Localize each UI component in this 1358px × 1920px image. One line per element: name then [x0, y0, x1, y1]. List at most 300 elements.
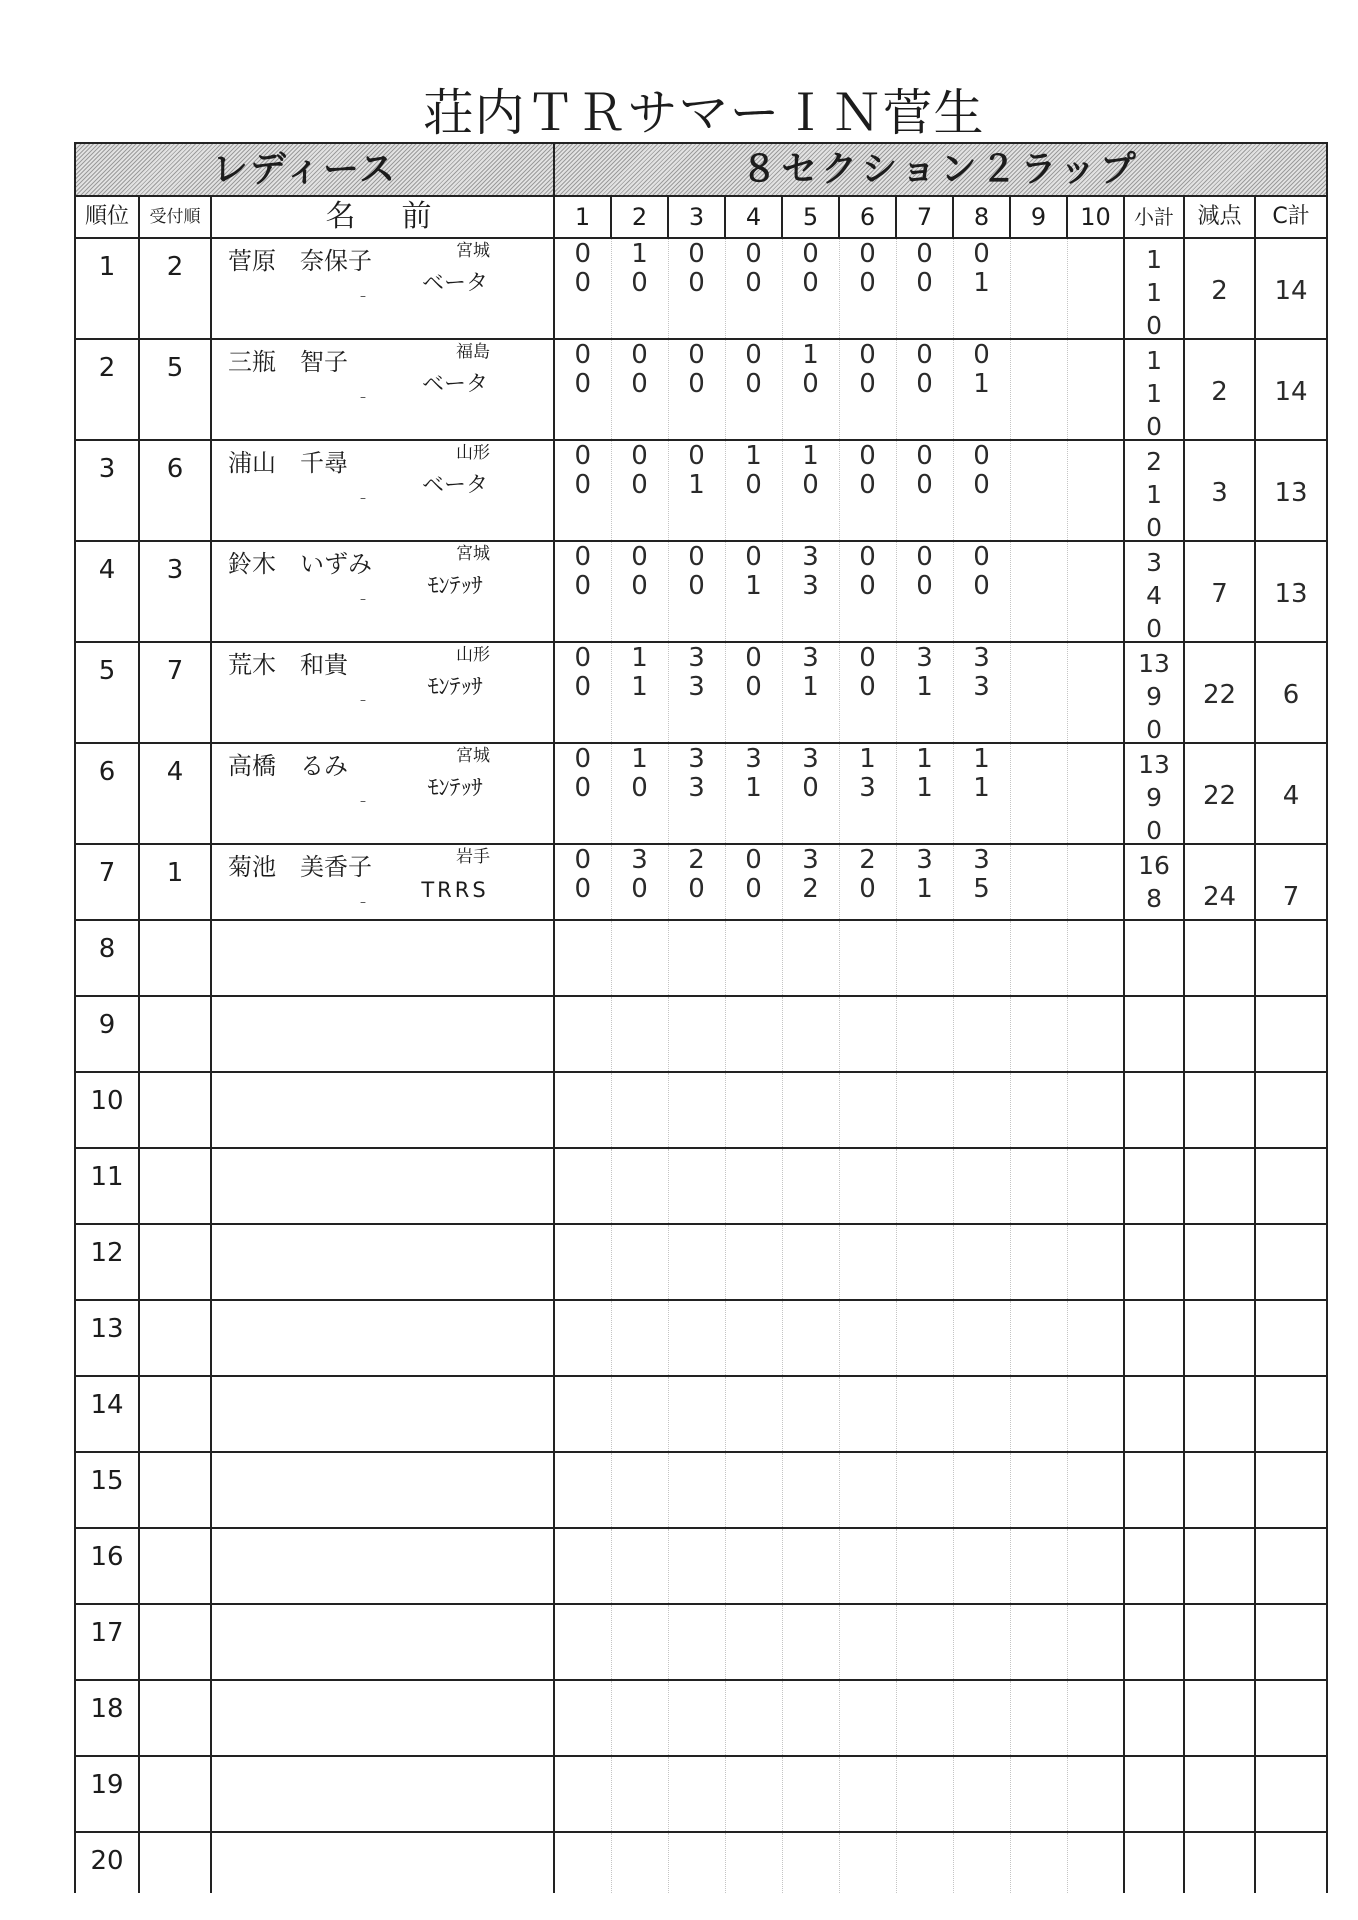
deduction-cell [1184, 996, 1255, 1072]
rider-machine: TRRS [421, 878, 489, 902]
rank-value: 12 [90, 1238, 124, 1268]
lap2-score: 0 [688, 268, 705, 298]
section-3-cell [668, 541, 725, 642]
section-5-cell [782, 1756, 839, 1832]
rank-value: 6 [98, 757, 116, 787]
section-1-cell [554, 1832, 611, 1893]
rider-region: 宮城 [456, 746, 490, 766]
entry-value: 7 [166, 656, 184, 686]
deduction-cell [1184, 1072, 1255, 1148]
lap1-score: 0 [688, 542, 705, 572]
section-header-10: 10 [1067, 196, 1124, 238]
section-2-cell [611, 238, 668, 339]
section-9-cell [1010, 1604, 1067, 1680]
lap2-score: 1 [745, 571, 762, 601]
section-2-cell [611, 743, 668, 844]
section-6-cell [839, 1148, 896, 1224]
empty-row [75, 1528, 1327, 1604]
subtotal-cell [1124, 1604, 1184, 1680]
subtotal-cell [1124, 1300, 1184, 1376]
entry-cell [139, 440, 211, 541]
subtotal-cell [1124, 1528, 1184, 1604]
section-6-cell [839, 541, 896, 642]
rider-region: 山形 [456, 645, 490, 665]
clean-value: 13 [1274, 478, 1308, 508]
lap2-score: 0 [859, 268, 876, 298]
section-5-cell [782, 1376, 839, 1452]
section-8-cell [953, 996, 1010, 1072]
rider-machine: ベータ [421, 372, 488, 397]
rank-value: 4 [98, 555, 116, 585]
section-6-cell [839, 996, 896, 1072]
deduction-value: 7 [1211, 579, 1228, 609]
rank-value: 5 [98, 656, 116, 686]
lap1-score: 0 [859, 340, 876, 370]
lap2-score: 5 [973, 874, 990, 904]
clean-value: 7 [1282, 882, 1300, 912]
section-1-cell [554, 238, 611, 339]
section-4-cell [725, 642, 782, 743]
empty-row [75, 1376, 1327, 1452]
section-9-cell [1010, 642, 1067, 743]
lap2-score: 3 [859, 773, 876, 803]
section-4-cell [725, 1832, 782, 1893]
subtotal-cell [1124, 238, 1184, 339]
clean-cell [1255, 238, 1327, 339]
lap2-score: 0 [802, 470, 819, 500]
class-label: レディース [211, 148, 398, 190]
subtotal-cell [1124, 339, 1184, 440]
lap1-score: 0 [631, 340, 648, 370]
lap2-score: 0 [574, 874, 592, 904]
name-cell [211, 1452, 554, 1528]
lap1-score: 1 [631, 643, 648, 673]
section-5-cell [782, 440, 839, 541]
rider-machine: ﾓﾝﾃｯｻ [427, 574, 483, 599]
deduction-cell [1184, 1300, 1255, 1376]
section-7-cell [896, 1528, 953, 1604]
subtotal-line: 0 [1146, 816, 1162, 845]
section-10-cell [1067, 541, 1124, 642]
section-10-cell [1067, 1528, 1124, 1604]
results-body [75, 238, 1327, 1893]
rank-cell [75, 1756, 139, 1832]
section-9-cell [1010, 743, 1067, 844]
subtotal-cell [1124, 1832, 1184, 1893]
section-5-cell [782, 339, 839, 440]
rank-cell [75, 541, 139, 642]
event-title: 荘内ＴＲサマーＩＮ菅生 [423, 84, 985, 142]
section-3-cell [668, 1604, 725, 1680]
clean-cell [1255, 1452, 1327, 1528]
rank-value: 20 [90, 1846, 124, 1876]
section-9-cell [1010, 440, 1067, 541]
section-3-cell [668, 1832, 725, 1893]
rank-cell [75, 1832, 139, 1893]
name-cell [211, 339, 554, 440]
result-row [75, 339, 1327, 440]
section-9-cell [1010, 1452, 1067, 1528]
section-4-cell [725, 1604, 782, 1680]
section-3-cell [668, 1072, 725, 1148]
entry-cell [139, 238, 211, 339]
lap1-score: 1 [631, 744, 648, 774]
section-10-cell [1067, 339, 1124, 440]
lap1-score: 0 [916, 340, 933, 370]
section-6-cell [839, 1680, 896, 1756]
deduction-header: 減点 [1184, 196, 1255, 238]
section-2-cell [611, 541, 668, 642]
lap1-score: 2 [859, 845, 876, 875]
lap2-score: 0 [973, 571, 990, 601]
lap1-score: 3 [802, 845, 819, 875]
lap1-score: 0 [574, 845, 592, 875]
rank-cell [75, 920, 139, 996]
lap1-score: 3 [916, 643, 933, 673]
subtotal-line: 16 [1138, 851, 1170, 880]
section-4-cell [725, 1224, 782, 1300]
name-cell [211, 1756, 554, 1832]
rank-cell [75, 1452, 139, 1528]
subtotal-cell [1124, 920, 1184, 996]
lap1-score: 3 [688, 744, 705, 774]
lap2-score: 0 [745, 470, 762, 500]
clean-cell [1255, 1604, 1327, 1680]
lap1-score: 0 [745, 239, 762, 269]
lap2-score: 0 [574, 672, 592, 702]
deduction-cell [1184, 1224, 1255, 1300]
name-mark: – [360, 390, 366, 404]
lap2-score: 0 [631, 369, 648, 399]
section-7-cell [896, 1680, 953, 1756]
section-2-cell [611, 1756, 668, 1832]
lap2-score: 0 [631, 571, 648, 601]
subtotal-cell [1124, 1452, 1184, 1528]
section-3-cell [668, 1224, 725, 1300]
section-4-cell [725, 440, 782, 541]
rank-cell [75, 1528, 139, 1604]
lap2-score: 0 [688, 874, 705, 904]
empty-row [75, 1604, 1327, 1680]
deduction-cell [1184, 1680, 1255, 1756]
clean-cell [1255, 339, 1327, 440]
entry-cell [139, 844, 211, 920]
subtotal-line: 1 [1146, 278, 1162, 307]
section-3-cell [668, 920, 725, 996]
name-box [212, 340, 553, 414]
clean-cell [1255, 920, 1327, 996]
rider-name: 浦山 千尋 [228, 449, 348, 477]
rank-value: 10 [90, 1086, 124, 1116]
rank-cell [75, 1300, 139, 1376]
entry-value: 2 [166, 252, 184, 282]
section-1-cell [554, 642, 611, 743]
section-9-cell [1010, 1376, 1067, 1452]
name-mark: – [360, 592, 366, 606]
entry-cell [139, 743, 211, 844]
section-2-cell [611, 1224, 668, 1300]
section-3-cell [668, 743, 725, 844]
rank-value: 3 [98, 454, 116, 484]
section-4-cell [725, 1528, 782, 1604]
column-header-row [75, 196, 1327, 238]
entry-cell [139, 1452, 211, 1528]
clean-value: 13 [1274, 579, 1308, 609]
subtotal-line: 0 [1146, 412, 1162, 441]
subtotal-line: 0 [1146, 614, 1162, 643]
lap2-score: 0 [859, 874, 876, 904]
section-2-cell [611, 1300, 668, 1376]
lap2-score: 0 [745, 268, 762, 298]
lap2-score: 0 [859, 369, 876, 399]
empty-row [75, 1072, 1327, 1148]
section-8-cell [953, 1832, 1010, 1893]
lap2-score: 0 [745, 874, 762, 904]
section-2-cell [611, 1072, 668, 1148]
lap1-score: 0 [916, 441, 933, 471]
section-3-cell [668, 844, 725, 920]
name-box [212, 542, 553, 616]
lap1-score: 2 [688, 845, 705, 875]
section-8-cell [953, 238, 1010, 339]
lap2-score: 1 [973, 369, 990, 399]
section-8-cell [953, 1300, 1010, 1376]
section-8-cell [953, 1148, 1010, 1224]
clean-cell [1255, 996, 1327, 1072]
name-cell [211, 844, 554, 920]
section-1-cell [554, 1452, 611, 1528]
deduction-cell [1184, 1756, 1255, 1832]
lap2-score: 1 [745, 773, 762, 803]
section-10-cell [1067, 996, 1124, 1072]
section-8-cell [953, 1604, 1010, 1680]
section-7-cell [896, 1072, 953, 1148]
rank-value: 16 [90, 1542, 124, 1572]
subtotal-cell [1124, 541, 1184, 642]
entry-cell [139, 1604, 211, 1680]
section-2-cell [611, 1148, 668, 1224]
section-8-cell [953, 1680, 1010, 1756]
section-4-cell [725, 743, 782, 844]
empty-row [75, 1680, 1327, 1756]
section-1-cell [554, 1148, 611, 1224]
subtotal-cell [1124, 996, 1184, 1072]
section-1-cell [554, 1072, 611, 1148]
subtotal-cell [1124, 1072, 1184, 1148]
entry-value: 3 [166, 555, 184, 585]
section-6-cell [839, 1300, 896, 1376]
section-1-cell [554, 996, 611, 1072]
section-3-cell [668, 1376, 725, 1452]
entry-cell [139, 1756, 211, 1832]
clean-value: 14 [1274, 377, 1308, 407]
section-5-cell [782, 1680, 839, 1756]
section-header-6: 6 [839, 196, 896, 238]
lap2-score: 0 [859, 571, 876, 601]
section-5-cell [782, 238, 839, 339]
name-cell [211, 1528, 554, 1604]
section-1-cell [554, 339, 611, 440]
lap1-score: 0 [973, 340, 990, 370]
rank-value: 14 [90, 1390, 124, 1420]
section-6-cell [839, 844, 896, 920]
deduction-cell [1184, 844, 1255, 920]
subtotal-cell [1124, 1376, 1184, 1452]
section-3-cell [668, 1528, 725, 1604]
deduction-value: 3 [1211, 478, 1228, 508]
deduction-cell [1184, 1604, 1255, 1680]
section-5-cell [782, 1832, 839, 1893]
rank-value: 13 [90, 1314, 124, 1344]
lap1-score: 3 [688, 643, 705, 673]
clean-cell [1255, 1680, 1327, 1756]
rider-region: 岩手 [456, 847, 490, 867]
lap2-score: 1 [802, 672, 819, 702]
section-header-4: 4 [725, 196, 782, 238]
lap1-score: 3 [802, 643, 819, 673]
subtotal-line: 4 [1146, 581, 1162, 610]
name-box [212, 845, 553, 919]
empty-row [75, 996, 1327, 1072]
deduction-cell [1184, 1528, 1255, 1604]
lap1-score: 3 [973, 845, 990, 875]
section-9-cell [1010, 1300, 1067, 1376]
name-mark: – [360, 693, 366, 707]
subtotal-cell [1124, 1224, 1184, 1300]
lap2-score: 2 [802, 874, 819, 904]
section-9-cell [1010, 1072, 1067, 1148]
subtotal-cell [1124, 1756, 1184, 1832]
section-1-cell [554, 1528, 611, 1604]
section-6-cell [839, 1376, 896, 1452]
section-2-cell [611, 844, 668, 920]
section-6-cell [839, 339, 896, 440]
rider-name: 高橋 るみ [228, 752, 348, 780]
rider-region: 山形 [456, 443, 490, 463]
lap1-score: 1 [802, 340, 819, 370]
section-10-cell [1067, 238, 1124, 339]
section-1-cell [554, 1680, 611, 1756]
section-5-cell [782, 541, 839, 642]
lap1-score: 0 [859, 542, 876, 572]
section-2-cell [611, 1376, 668, 1452]
rank-value: 2 [98, 353, 116, 383]
lap2-score: 0 [859, 470, 876, 500]
lap2-score: 1 [973, 773, 990, 803]
section-header-8: 8 [953, 196, 1010, 238]
deduction-value: 2 [1211, 276, 1228, 306]
section-10-cell [1067, 1680, 1124, 1756]
section-8-cell [953, 1072, 1010, 1148]
lap2-score: 0 [631, 874, 648, 904]
name-cell [211, 1832, 554, 1893]
entry-cell [139, 996, 211, 1072]
section-8-cell [953, 1224, 1010, 1300]
lap1-score: 1 [802, 441, 819, 471]
section-6-cell [839, 743, 896, 844]
section-7-cell [896, 743, 953, 844]
entry-cell [139, 1376, 211, 1452]
empty-row [75, 920, 1327, 996]
section-3-cell [668, 238, 725, 339]
section-2-cell [611, 1604, 668, 1680]
rank-value: 17 [90, 1618, 124, 1648]
rider-machine: ﾓﾝﾃｯｻ [427, 776, 483, 801]
section-7-cell [896, 1300, 953, 1376]
section-3-cell [668, 1452, 725, 1528]
section-2-cell [611, 440, 668, 541]
name-box [212, 744, 553, 818]
section-5-cell [782, 743, 839, 844]
clean-cell [1255, 1832, 1327, 1893]
section-6-cell [839, 1756, 896, 1832]
section-10-cell [1067, 1148, 1124, 1224]
section-6-cell [839, 1072, 896, 1148]
section-7-cell [896, 1148, 953, 1224]
rank-value: 1 [98, 252, 116, 282]
section-3-cell [668, 996, 725, 1072]
lap1-score: 0 [859, 441, 876, 471]
subtotal-line: 3 [1146, 548, 1162, 577]
lap2-score: 0 [802, 268, 819, 298]
subtotal-line: 13 [1138, 750, 1170, 779]
lap1-score: 0 [973, 542, 990, 572]
deduction-cell [1184, 1376, 1255, 1452]
name-cell [211, 440, 554, 541]
lap2-score: 1 [916, 773, 933, 803]
lap1-score: 0 [574, 239, 592, 269]
section-9-cell [1010, 920, 1067, 996]
section-8-cell [953, 1528, 1010, 1604]
section-1-cell [554, 920, 611, 996]
name-box [212, 239, 553, 313]
lap2-score: 1 [973, 268, 990, 298]
rider-region: 福島 [456, 342, 490, 362]
entry-cell [139, 1300, 211, 1376]
section-6-cell [839, 1224, 896, 1300]
subtotal-cell [1124, 844, 1184, 920]
section-9-cell [1010, 1224, 1067, 1300]
section-4-cell [725, 996, 782, 1072]
section-4-cell [725, 1376, 782, 1452]
section-2-cell [611, 920, 668, 996]
name-cell [211, 1680, 554, 1756]
lap1-score: 0 [688, 239, 705, 269]
section-1-cell [554, 1376, 611, 1452]
section-3-cell [668, 1680, 725, 1756]
clean-cell [1255, 743, 1327, 844]
lap1-score: 0 [745, 542, 762, 572]
deduction-value: 22 [1202, 680, 1237, 710]
section-5-cell [782, 844, 839, 920]
section-10-cell [1067, 743, 1124, 844]
section-2-cell [611, 1452, 668, 1528]
subtotal-line: 1 [1146, 245, 1162, 274]
name-cell [211, 642, 554, 743]
name-mark: – [360, 794, 366, 808]
section-7-cell [896, 1604, 953, 1680]
result-row [75, 844, 1327, 920]
lap1-score: 0 [745, 340, 762, 370]
lap2-score: 1 [916, 874, 933, 904]
empty-row [75, 1300, 1327, 1376]
name-cell [211, 1376, 554, 1452]
section-4-cell [725, 1680, 782, 1756]
rider-region: 宮城 [456, 544, 490, 564]
result-row [75, 541, 1327, 642]
rank-cell [75, 1148, 139, 1224]
rider-machine: ベータ [421, 473, 488, 498]
